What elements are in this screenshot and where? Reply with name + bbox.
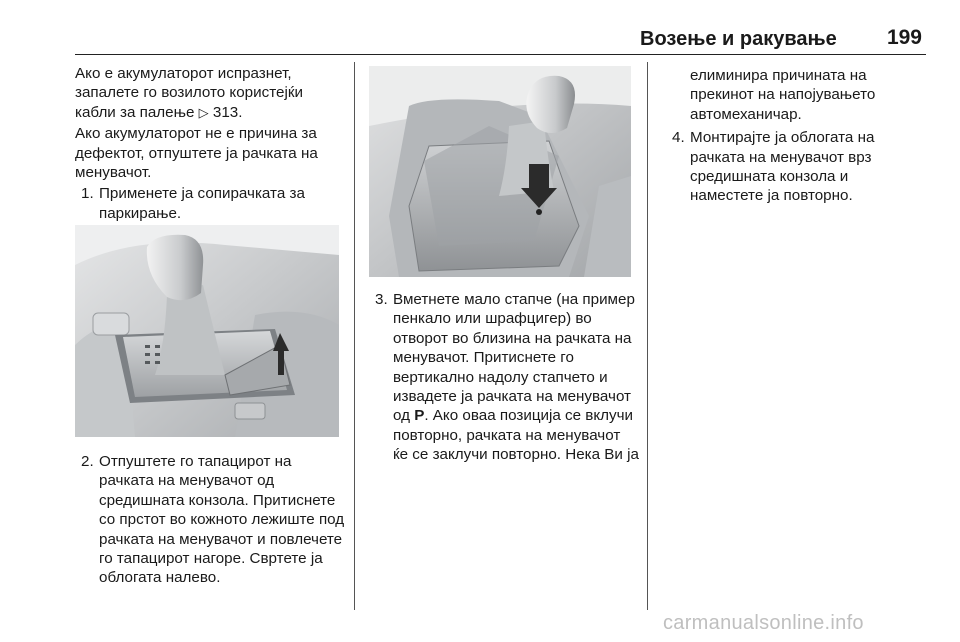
step-3-continuation — [666, 66, 906, 124]
step-1-number: 1. — [81, 185, 94, 203]
column-divider-right — [647, 62, 648, 610]
battery-paragraph: Ако е акумулаторот испразнет, запалете го возилото користејќи кабли за палење ▷ 313. — [75, 65, 303, 121]
gear-lever-release-figure — [369, 66, 631, 277]
header-rule — [75, 54, 926, 55]
middle-column — [369, 290, 639, 465]
step-2 — [75, 452, 345, 588]
gear-lever-release-illustration — [369, 66, 631, 277]
reference-arrow-icon: ▷ — [198, 104, 209, 120]
header-title: Возење и ракување — [640, 28, 837, 50]
step-4 — [666, 128, 906, 206]
step-3-text-continued: . Ако оваа позиција се вклучи повторно, рачката на менувачот ќе се заклучи повторно. Нека Ви ја — [393, 407, 639, 464]
step-3-continuation-text: елиминира причината на прекинот на напојувањето автомеханичар. — [690, 67, 876, 123]
right-column — [666, 66, 906, 206]
watermark: carmanualsonline.info — [663, 612, 864, 634]
step-2-number: 2. — [81, 453, 94, 470]
left-column-lower — [75, 452, 345, 588]
step-1-text: Применете ја сопирачката за паркирање. — [99, 185, 305, 222]
gear-lever-trim-illustration — [75, 225, 339, 437]
page-number: 199 — [886, 26, 922, 49]
step-2-text: Отпуштете го тапацирот на рачката на менувачот од средишната конзола. Притиснете со прстот во кожното лежиште под рачката на менувачот и повлечете го тапацирот нагоре. Свртете ја облогата налево. — [99, 453, 345, 587]
release-paragraph: Ако акумулаторот не е причина за дефектот, отпуштете ја рачката на менувачот. — [75, 125, 318, 182]
step-3-text: Вметнете мало стапче (на пример пенкало или шрафцигер) во отворот во близина на рачката на менувачот. Притиснете го вертикално надолу стапчето и извадете ја рачката на менувачот од — [393, 291, 635, 425]
step-1 — [75, 184, 345, 223]
gear-lever-trim-figure — [75, 225, 339, 437]
step-3-number: 3. — [375, 291, 388, 308]
step-4-text: Монтирајте ја облогата на рачката на менувачот врз средишната конзола и наместете ја повторно. — [690, 129, 875, 205]
left-column — [75, 64, 345, 223]
park-position-letter: P — [414, 407, 425, 425]
column-divider-left — [354, 62, 355, 610]
page-reference: 313 — [212, 103, 239, 121]
battery-paragraph-text: Ако е акумулаторот испразнет, запалете го возилото користејќи кабли за палење — [75, 65, 303, 121]
step-4-number: 4. — [672, 129, 685, 147]
step-3 — [369, 290, 639, 465]
